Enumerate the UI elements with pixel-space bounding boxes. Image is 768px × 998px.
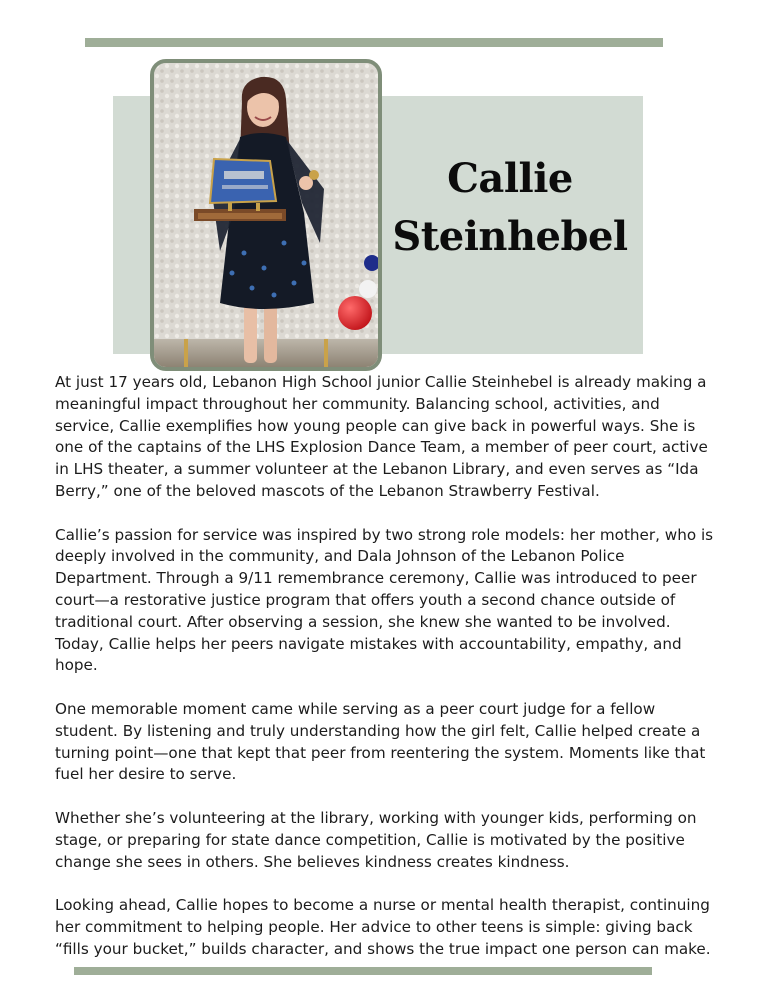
article-body xyxy=(55,372,717,961)
profile-photo xyxy=(150,59,382,371)
profile-first-name: Callie xyxy=(447,155,573,202)
top-divider xyxy=(85,38,663,47)
profile-name xyxy=(385,150,635,266)
article-paragraph: At just 17 years old, Lebanon High School junior Callie Steinhebel is already making a meaningful impact throughout her community. Balancing school, activities, and service, Callie exemplifies how young people can give back in powerful ways. She is one of the captains of the LHS Explosion Dance Team, a member of peer court, active in LHS theater, a summer volunteer at the Lebanon Library, and even serves as “Ida Berry,” one of the beloved mascots of the Lebanon Strawberry Festival. xyxy=(55,373,708,500)
article-paragraph: Whether she’s volunteering at the library, working with younger kids, performing on stage, or preparing for state dance competition, Callie is motivated by the positive change she sees in others. She believes kindness creates kindness. xyxy=(55,808,697,871)
article-paragraph: Callie’s passion for service was inspired by two strong role models: her mother, who is deeply involved in the community, and Dala Johnson of the Lebanon Police Department. Through a 9/11 remembrance ceremony, Callie was introduced to peer court—a restorative justice program that offers youth a second chance outside of traditional court. After observing a session, she knew she wanted to be involved. Today, Callie helps her peers navigate mistakes with accountability, empathy, and hope. xyxy=(55,525,714,675)
profile-last-name: Steinhebel xyxy=(392,213,628,260)
article-paragraph: Looking ahead, Callie hopes to become a nurse or mental health therapist, continuing her commitment to helping people. Her advice to other teens is simple: giving back “fills your bucket,” builds character, and shows the true impact one person can make. xyxy=(55,896,711,958)
photo-illustration xyxy=(154,63,378,367)
bottom-divider xyxy=(74,967,652,975)
article-paragraph: One memorable moment came while serving as a peer court judge for a fellow student. By listening and truly understanding how the girl felt, Callie helped create a turning point—one that kept that peer from reentering the system. Moments like that fuel her desire to serve. xyxy=(55,699,706,784)
